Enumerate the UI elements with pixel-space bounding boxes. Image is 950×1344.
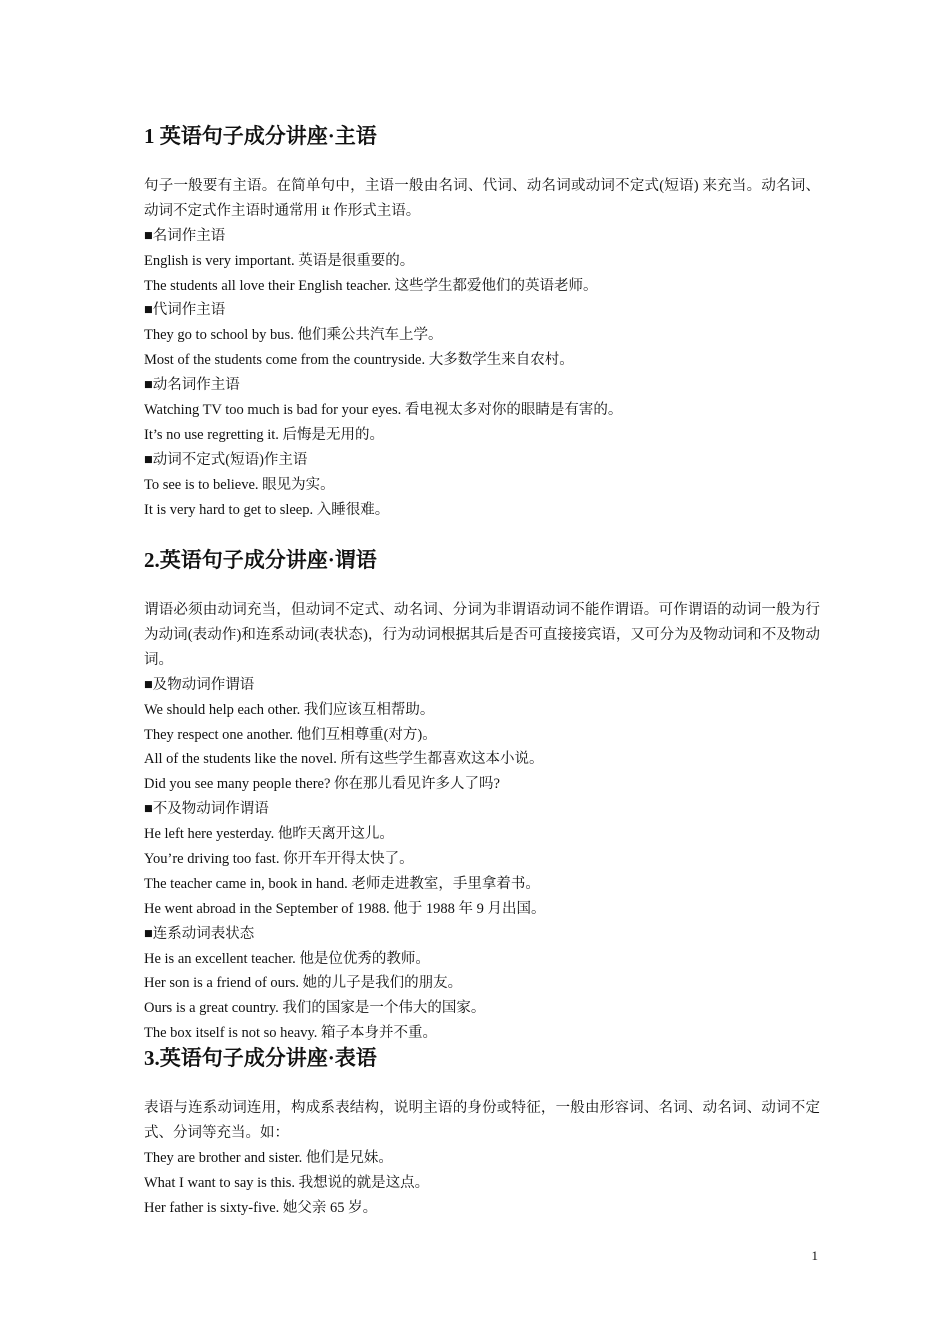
example-line: They go to school by bus. 他们乘公共汽车上学。: [144, 327, 443, 344]
example-line: What I want to say is this. 我想说的就是这点。: [144, 1174, 430, 1191]
subheading: ■代词作主语: [144, 302, 226, 319]
example-line: All of the students like the novel. 所有这些学生都喜欢这本小说。: [144, 751, 544, 768]
section-heading: 3.英语句子成分讲座·表语: [144, 1046, 377, 1070]
example-line: He went abroad in the September of 1988. 他于 1988 年 9 月出国。: [144, 900, 546, 917]
example-line: Watching TV too much is bad for your eyes. 看电视太多对你的眼睛是有害的。: [144, 402, 623, 419]
section-heading: 1 英语句子成分讲座·主语: [144, 124, 377, 148]
section-subject: [144, 122, 820, 523]
subheading: ■名词作主语: [144, 227, 226, 244]
section-intro: 句子一般要有主语。在简单句中，主语一般由名词、代词、动名词或动词不定式(短语) 来充当。动名词、动词不定式作主语时通常用 it 作形式主语。: [144, 178, 820, 219]
subheading: ■动词不定式(短语)作主语: [144, 451, 308, 468]
section-body: [144, 174, 820, 523]
example-line: To see is to believe. 眼见为实。: [144, 476, 335, 493]
section-body: [144, 598, 820, 1046]
section-predicative: [144, 1044, 820, 1220]
example-line: They are brother and sister. 他们是兄妹。: [144, 1149, 393, 1166]
section-heading: 2.英语句子成分讲座·谓语: [144, 548, 377, 572]
example-line: They respect one another. 他们互相尊重(对方)。: [144, 726, 437, 743]
example-line: English is very important. 英语是很重要的。: [144, 252, 415, 269]
subheading: ■及物动词作谓语: [144, 676, 255, 693]
example-line: Most of the students come from the countryside. 大多数学生来自农村。: [144, 352, 574, 369]
section-predicate: [144, 546, 820, 1046]
example-line: The students all love their English teacher. 这些学生都爱他们的英语老师。: [144, 277, 598, 294]
example-line: It is very hard to get to sleep. 入睡很难。: [144, 501, 390, 518]
example-line: The box itself is not so heavy. 箱子本身并不重。: [144, 1025, 438, 1042]
example-line: You’re driving too fast. 你开车开得太快了。: [144, 850, 414, 867]
example-line: Did you see many people there? 你在那儿看见许多人了吗?: [144, 776, 500, 793]
page-number: 1: [811, 1248, 818, 1263]
example-line: The teacher came in, book in hand. 老师走进教室，手里拿着书。: [144, 875, 540, 892]
example-line: Her son is a friend of ours. 她的儿子是我们的朋友。: [144, 975, 463, 992]
example-line: Ours is a great country. 我们的国家是一个伟大的国家。: [144, 1000, 486, 1017]
example-line: He left here yesterday. 他昨天离开这儿。: [144, 826, 394, 843]
example-line: It’s no use regretting it. 后悔是无用的。: [144, 426, 385, 443]
subheading: ■不及物动词作谓语: [144, 801, 269, 818]
example-line: Her father is sixty-five. 她父亲 65 岁。: [144, 1199, 378, 1216]
example-line: He is an excellent teacher. 他是位优秀的教师。: [144, 950, 430, 967]
section-intro: 表语与连系动词连用，构成系表结构，说明主语的身份或特征，一般由形容词、名词、动名词、动词不定式、分词等充当。如：: [144, 1100, 820, 1141]
example-line: We should help each other. 我们应该互相帮助。: [144, 701, 435, 718]
subheading: ■动名词作主语: [144, 377, 240, 394]
section-intro: 谓语必须由动词充当，但动词不定式、动名词、分词为非谓语动词不能作谓语。可作谓语的动词一般为行为动词(表动作)和连系动词(表状态)，行为动词根据其后是否可直接接宾语，又可分为及物动词和不及物动词。: [144, 602, 820, 668]
section-body: [144, 1096, 820, 1220]
subheading: ■连系动词表状态: [144, 925, 255, 942]
